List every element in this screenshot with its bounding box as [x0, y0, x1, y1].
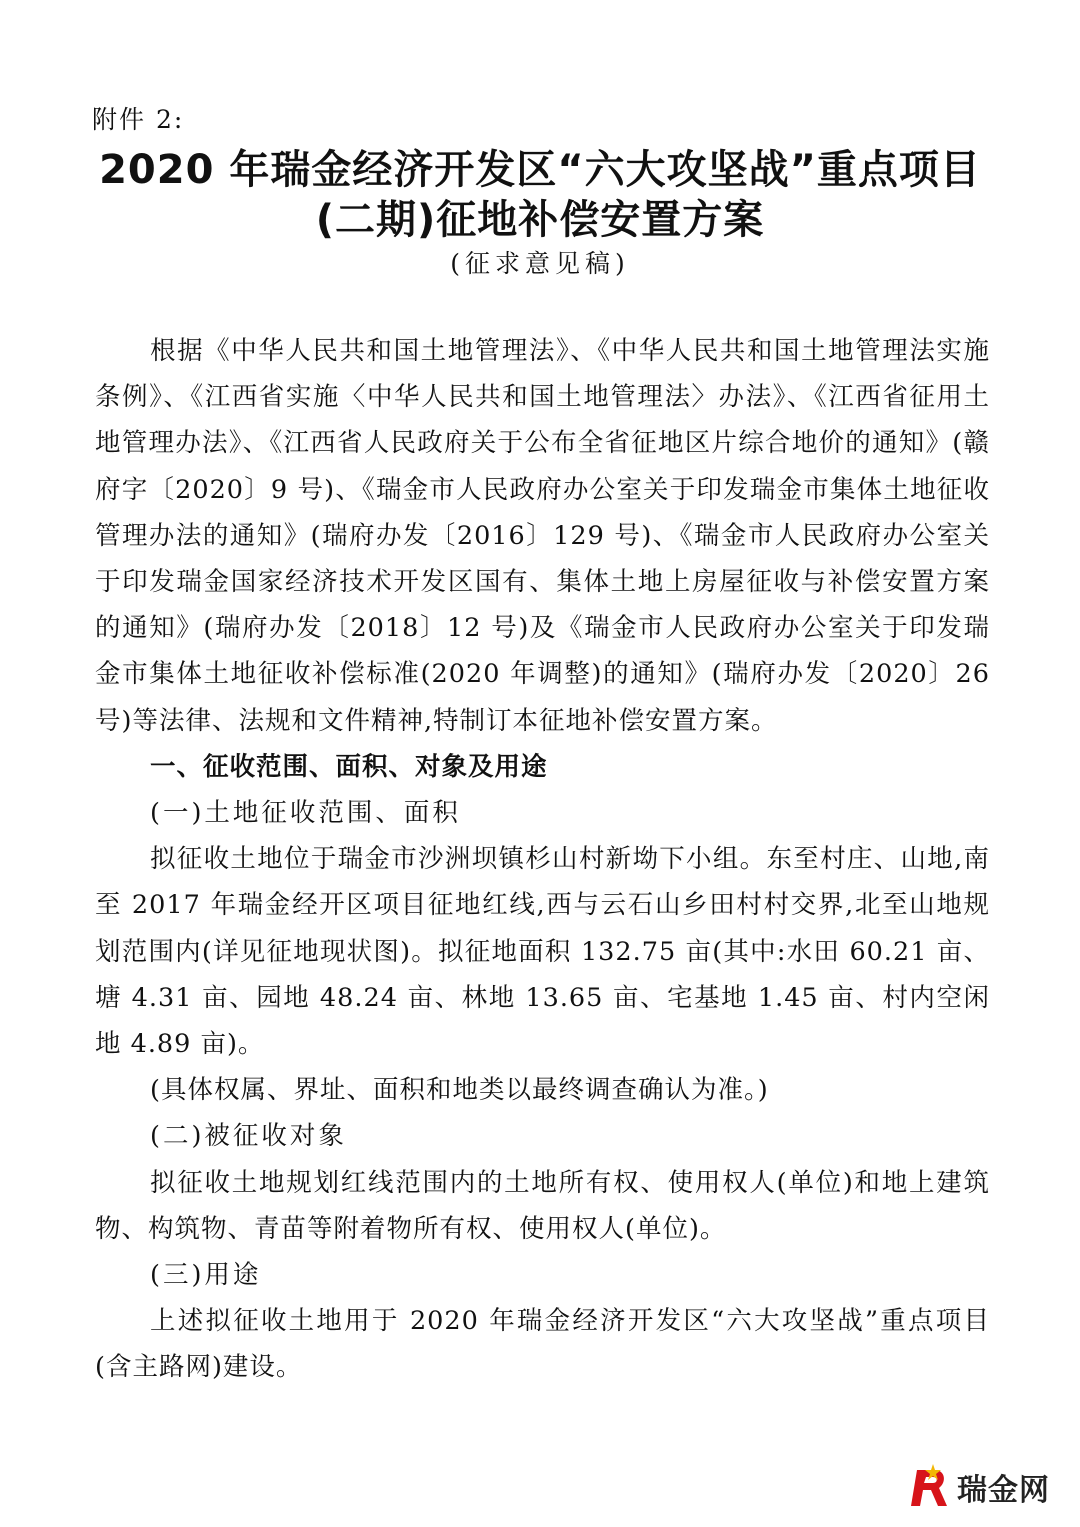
subsection-1-note: (具体权属、界址、面积和地类以最终调查确认为准。): [150, 1075, 769, 1106]
subsection-2-paragraph: 拟征收土地规划红线范围内的土地所有权、使用权人(单位)和地上建筑物、构筑物、青苗等附着物所有权、使用权人(单位)。: [95, 1167, 990, 1244]
subsection-3-paragraph: 上述拟征收土地用于 2020 年瑞金经济开发区“六大攻坚战”重点项目(含主路网)建设。: [95, 1306, 990, 1383]
attachment-label: 附件 2:: [92, 105, 185, 134]
ruijin-logo-icon: [903, 1462, 953, 1512]
subsection-2-title: (二)被征收对象: [150, 1121, 347, 1152]
subsection-1-paragraph: 拟征收土地位于瑞金市沙洲坝镇杉山村新坳下小组。东至村庄、山地,南至 2017 年瑞金经开区项目征地红线,西与云石山乡田村村交界,北至山地规划范围内(详见征地现状图)。拟征地面积 132.75 亩(其中:水田 60.21 亩、塘 4.31 亩、园地 48.24 亩、林地 13.65 亩、宅基地 1.45 亩、村内空闲地 4.89 亩)。: [95, 844, 990, 1060]
intro-paragraph: 根据《中华人民共和国土地管理法》、《中华人民共和国土地管理法实施条例》、《江西省实施〈中华人民共和国土地管理法〉办法》、《江西省征用土地管理办法》、《江西省人民政府关于公布全省征地区片综合地价的通知》(赣府字〔2020〕9 号)、《瑞金市人民政府办公室关于印发瑞金市集体土地征收管理办法的通知》(瑞府办发〔2016〕129 号)、《瑞金市人民政府办公室关于印发瑞金国家经济技术开发区国有、集体土地上房屋征收与补偿安置方案的通知》(瑞府办发〔2018〕12 号)及《瑞金市人民政府办公室关于印发瑞金市集体土地征收补偿标准(2020 年调整)的通知》(瑞府办发〔2020〕26 号)等法律、法规和文件精神,特制订本征地补偿安置方案。: [95, 336, 990, 736]
subsection-1-title: (一)土地征收范围、面积: [150, 798, 461, 829]
subsection-3-title: (三)用途: [150, 1260, 262, 1291]
watermark-logo: [903, 1462, 1068, 1512]
document-title-line-1: 2020 年瑞金经济开发区“六大攻坚战”重点项目: [99, 147, 981, 193]
section-1-heading: 一、征收范围、面积、对象及用途: [150, 751, 548, 782]
document-body: [95, 328, 990, 1391]
document-subtitle: (征求意见稿): [450, 249, 630, 278]
watermark-text: 瑞金网: [957, 1473, 1050, 1508]
document-title-line-2: (二期)征地补偿安置方案: [315, 197, 765, 243]
